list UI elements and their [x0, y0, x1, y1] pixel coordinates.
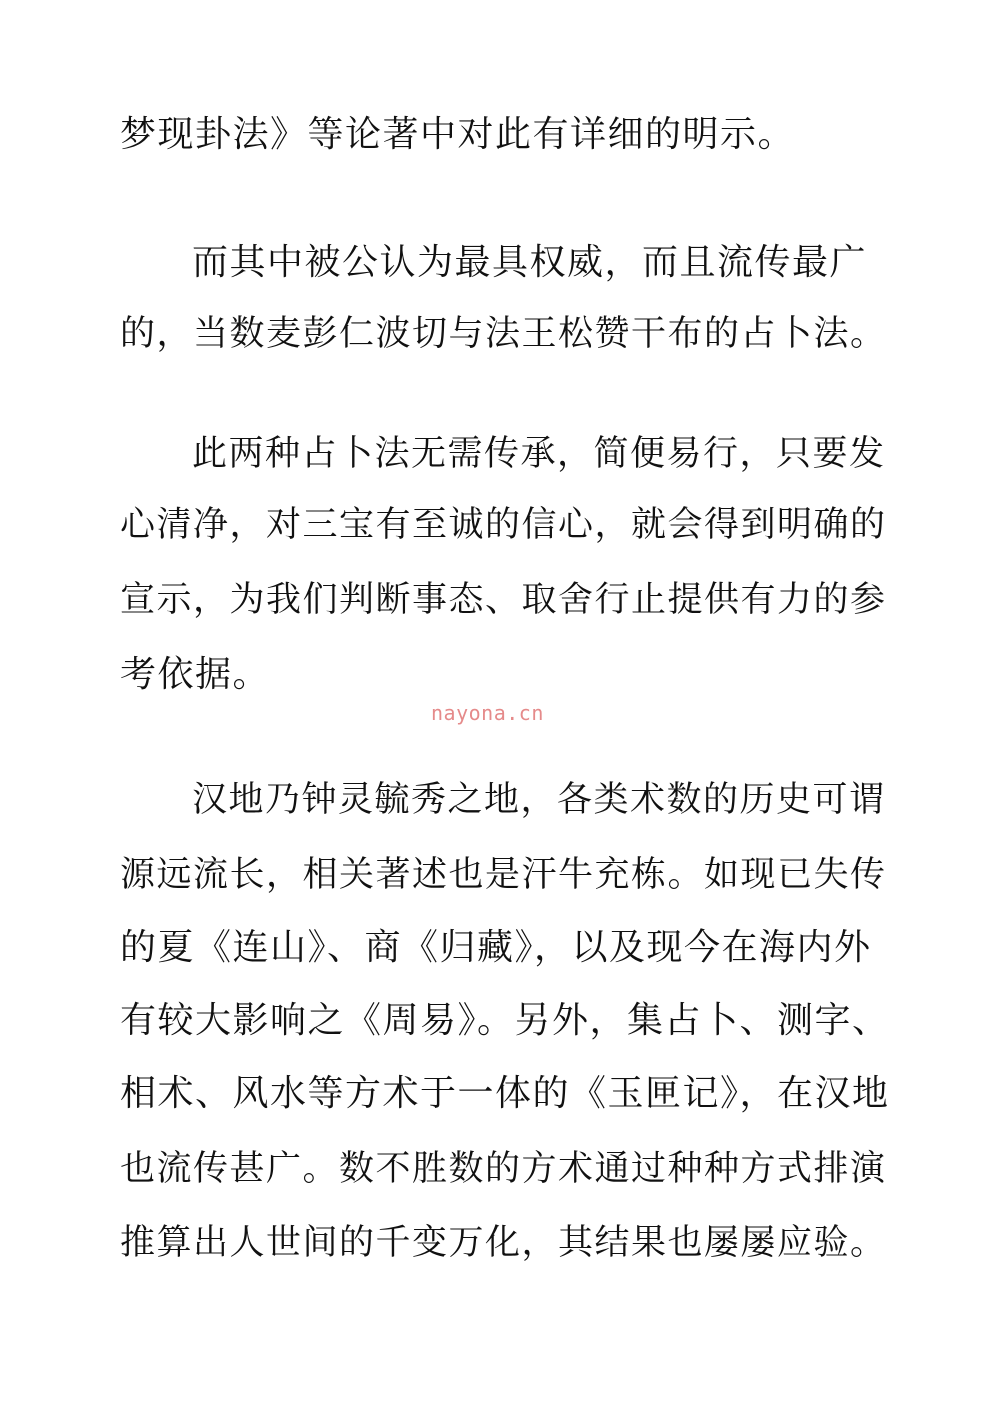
text-line: 推算出人世间的千变万化，其结果也屡屡应验。	[120, 1223, 887, 1263]
text-line: 心清净，对三宝有至诚的信心，就会得到明确的	[120, 505, 887, 545]
paragraph-first-line: 而其中被公认为最具权威，而且流传最广	[192, 242, 868, 283]
paragraph-first-line: 汉地乃钟灵毓秀之地，各类术数的历史可谓	[192, 780, 886, 820]
text-line: 梦现卦法》等论著中对此有详细的明示。	[120, 114, 796, 155]
text-line: 的夏《连山》、商《归藏》，以及现今在海内外	[120, 927, 872, 968]
watermark-text: nayona.cn	[431, 701, 544, 725]
text-line: 宣示，为我们判断事态、取舍行止提供有力的参	[120, 580, 887, 620]
text-line: 源远流长，相关著述也是汗牛充栋。如现已失传	[120, 855, 887, 895]
text-line: 的，当数麦彭仁波切与法王松赞干布的占卜法。	[120, 314, 887, 354]
text-line: 也流传甚广。数不胜数的方术通过种种方式排演	[120, 1149, 887, 1189]
text-line: 考依据。	[120, 654, 271, 695]
paragraph-first-line: 此两种占卜法无需传承，简便易行，只要发	[192, 434, 886, 474]
text-line: 有较大影响之《周易》。另外，集占卜、测字、	[120, 1000, 890, 1041]
text-line: 相术、风水等方术于一体的《玉匣记》，在汉地	[120, 1073, 890, 1114]
